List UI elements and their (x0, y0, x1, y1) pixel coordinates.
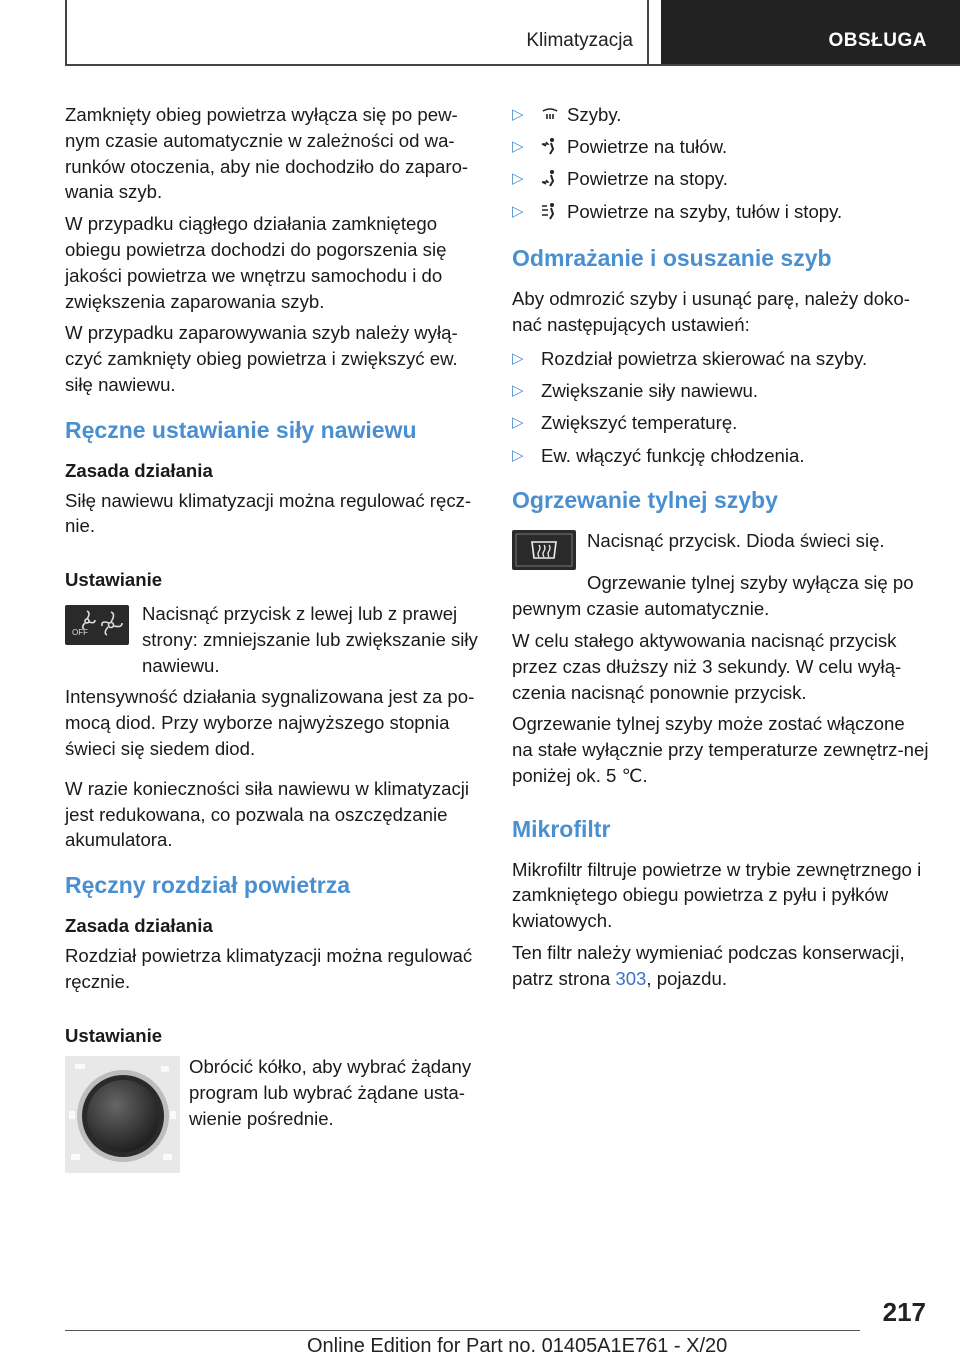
heading-defrost: Odmrażanie i osuszanie szyb (512, 245, 832, 272)
list-item: ▷ Ew. włączyć funkcję chłodzenia. (512, 443, 930, 469)
bullet-icon: ▷ (512, 349, 524, 367)
list-item: ▷ Zwiększyć temperaturę. (512, 410, 930, 436)
list-item: ▷ Powietrze na tułów. (512, 134, 930, 160)
rotary-knob-icon (65, 1056, 180, 1173)
bullet-icon: ▷ (512, 170, 524, 188)
windshield-icon (541, 105, 559, 123)
edition-text: Online Edition for Part no. 01405A1E761 - X/20 (307, 1335, 728, 1357)
off-label: OFF (72, 627, 88, 637)
distribution-setting-text: Obrócić kółko, aby wybrać żądany program lub wybrać żądane usta-wienie pośrednie. (189, 1056, 472, 1129)
microfilter-p1: Mikrofiltr filtruje powietrze w trybie zewnętrznego i zamkniętego obiegu powietrza z pyłu i pyłków kwiatowych. (512, 858, 922, 932)
intro-paragraph-1: Zamknięty obieg powietrza wyłącza się po pew-nym czasie automatycznie w zależności od wa-runków otoczenia, aby nie dochodziło do zaparo-wania szyb. (65, 104, 469, 203)
rear-heating-p2: Ogrzewanie tylnej szyby wyłącza się po pewnym czasie automatycznie. (512, 572, 914, 620)
fan-icon (65, 605, 129, 645)
page-number: 217 (882, 1297, 926, 1327)
footer-rule (65, 1330, 860, 1331)
blower-button-image (65, 605, 129, 645)
air-distribution-knob-image (65, 1056, 180, 1173)
bullet-icon: ▷ (512, 202, 524, 220)
principle-text-2: Rozdział powietrza klimatyzacji można regulować ręcznie. (65, 944, 473, 992)
list-item: ▷ Zwiększanie siły nawiewu. (512, 378, 930, 404)
list-item: ▷ Rozdział powietrza skierować na szyby. (512, 346, 930, 372)
header-rule (65, 64, 960, 66)
list-item: ▷ Powietrze na szyby, tułów i stopy. (512, 199, 930, 225)
intro-paragraph-3: W przypadku zaparowywania szyb należy wyłą-czyć zamknięty obieg powietrza i zwiększyć ew. siłę nawiewu. (65, 322, 458, 395)
blower-setting-row (65, 601, 478, 678)
bullet-icon: ▷ (512, 106, 524, 123)
rear-heating-p1: Nacisnąć przycisk. Dioda świeci się. (587, 530, 885, 552)
principle-text-1: Siłę nawiewu klimatyzacji można regulować ręcz-nie. (65, 489, 472, 537)
section-title: OBSŁUGA (828, 30, 927, 51)
microfilter-p2: Ten filtr należy wymieniać podczas konserwacji, patrz strona 303, pojazdu. (512, 942, 905, 989)
defrost-list (512, 346, 930, 468)
heading-rear-window-heating: Ogrzewanie tylnej szyby (512, 487, 778, 514)
heading-manual-distribution: Ręczny rozdział powietrza (65, 872, 351, 899)
chapter-title: Klimatyzacja (526, 30, 633, 51)
heading-manual-blower: Ręczne ustawianie siły nawiewu (65, 416, 417, 443)
bullet-icon: ▷ (512, 414, 524, 432)
bullet-icon: ▷ (512, 446, 524, 464)
leds-paragraph: Intensywność działania sygnalizowana jest za po-mocą diod. Przy wyborze najwyższego stopnia świeci się siedem diod. (65, 686, 475, 759)
page-link[interactable]: 303 (615, 967, 647, 989)
air-to-feet-icon (541, 169, 559, 187)
bullet-icon: ▷ (512, 382, 524, 400)
right-column (512, 102, 930, 998)
list-item: ▷ Powietrze na stopy. (512, 166, 930, 192)
air-to-body-icon (541, 137, 559, 155)
rear-defrost-icon (512, 530, 576, 570)
subheading-principle-2: Zasada działania (65, 915, 213, 937)
subheading-principle-1: Zasada działania (65, 459, 213, 481)
header-section-box (661, 0, 960, 64)
header-chapter-box (65, 0, 649, 64)
blower-setting-text: Nacisnąć przycisk z lewej lub z prawej strony: zmniejszanie lub zwiększanie siły nawiewu. (142, 602, 478, 676)
rear-window-heating-button-image (512, 530, 576, 570)
distribution-setting-row (65, 1054, 478, 1173)
bullet-icon: ▷ (512, 138, 524, 156)
distribution-modes-list (512, 102, 930, 224)
intro-paragraph-2: W przypadku ciągłego działania zamkniętego obiegu powietrza dochodzi do pogorszenia się jakości powietrza we wnętrzu samochodu i do zwiększenia zaparowania szyb. (65, 213, 447, 312)
air-to-all-icon (541, 202, 559, 220)
rear-heating-p4: Ogrzewanie tylnej szyby może zostać włączone na stałe wyłącznie przy temperaturze zewnętrz-nej poniżej ok. 5 ℃. (512, 713, 929, 786)
rear-heating-row (512, 528, 930, 570)
rear-heating-p3: W celu stałego aktywowania nacisnąć przycisk przez czas dłuższy niż 3 sekundy. W celu wyłą-czenia nacisnąć ponownie przycisk. (512, 629, 902, 703)
heading-microfilter: Mikrofiltr (512, 815, 611, 842)
subheading-setting-2: Ustawianie (65, 1024, 163, 1046)
defrost-intro: Aby odmrozić szyby i usunąć parę, należy doko-nać następujących ustawień: (512, 288, 910, 336)
subheading-setting-1: Ustawianie (65, 569, 163, 591)
left-column (65, 102, 478, 1173)
battery-paragraph: W razie konieczności siła nawiewu w klimatyzacji jest redukowana, co pozwala na oszczędzanie akumulatora. (65, 777, 470, 851)
list-item: ▷ Szyby. (512, 102, 930, 128)
